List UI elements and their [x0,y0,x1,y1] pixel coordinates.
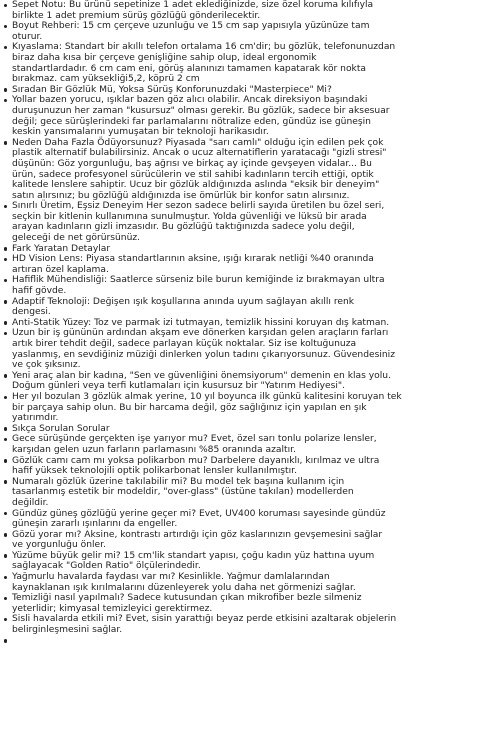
list-item: Numaralı gözlük üzerine takılabilir mi? Bu model tek başına kullanım için tasarlanmış estetik bir modeldir, "over-glass" (üstüne takılan) modellerden değildir. [12,477,496,509]
list-item: Sisli havalarda etkili mi? Evet, sisin yarattığı beyaz perde etkisini azaltarak objelerin belirginleşmesini sağlar. [12,614,496,635]
list-item: Neden Daha Fazla Ödüyorsunuz? Piyasada "sarı camlı" olduğu için edilen pek çok plastik alternatif bulabilirsiniz. Ancak o ucuz alternatiflerin yaratacağı "gizli stresi" düşünün: Göz yorgunluğu, baş ağrısı ve birkaç ay içinde gevşeyen vidalar... Bu ürün, sadece profesyonel sürücülerin ve stil sahibi kadınların tercih ettiği, optik kalitede lenslere sahiptir. Ucuz bir gözlük aldığınızda aslında "eksik bir deneyim" satın alırsınız; bu gözlüğü aldığınızda ise ömürlük bir konfor satın alırsınız. [12,138,496,202]
list-item: Her yıl bozulan 3 gözlük almak yerine, 10 yıl boyunca ilk günkü kalitesini koruyan tek bir parçaya sahip olun. Bu bir harcama değil, göz sağlığınız için yapılan en şık yatırımdır. [12,392,496,424]
list-item: Fark Yaratan Detaylar [12,244,496,255]
list-item: Sıradan Bir Gözlük Mü, Yoksa Sürüş Konforunuzdaki "Masterpiece" Mi? [12,85,496,96]
list-item: Gözü yorar mı? Aksine, kontrastı artırdığı için göz kaslarınızın gevşemesini sağlar ve yorgunluğu önler. [12,530,496,551]
list-item: Gece sürüşünde gerçekten işe yarıyor mu? Evet, özel sarı tonlu polarize lensler, karşıdan gelen uzun farların parlamasını %85 oranında azaltır. [12,434,496,455]
list-item: Sıkça Sorulan Sorular [12,424,496,435]
list-item: Adaptif Teknoloji: Değişen ışık koşullarına anında uyum sağlayan akıllı renk dengesi. [12,297,496,318]
list-item: Anti-Statik Yüzey: Toz ve parmak izi tutmayan, temizlik hissini koruyan dış katman. [12,318,496,329]
list-item: Temizliği nasıl yapılmalı? Sadece kutusundan çıkan mikrofiber bezle silmeniz yeterlidir; kimyasal temizleyici gerektirmez. [12,593,496,614]
list-item: Yağmurlu havalarda faydası var mı? Kesinlikle. Yağmur damlalarından kaynaklanan ışık kırılmalarını düzenleyerek yolu daha net görmenizi sağlar. [12,572,496,593]
list-item: Yeni araç alan bir kadına, "Sen ve güvenliğini önemsiyorum" demenin en klas yolu. Doğum günleri veya terfi kutlamaları için kusursuz bir "Yatırım Hediyesi". [12,371,496,392]
list-item: Gözlük camı cam mı yoksa polikarbon mu? Darbelere dayanıklı, kırılmaz ve ultra hafif yüksek teknolojili optik polikarbonat lensler kullanılmıştır. [12,456,496,477]
list-item: Boyut Rehberi: 15 cm çerçeve uzunluğu ve 15 cm sap yapısıyla yüzünüze tam oturur. [12,21,496,42]
list-item: HD Vision Lens: Piyasa standartlarının aksine, ışığı kırarak netliği %40 oranında artıran özel kaplama. [12,254,496,275]
list-item: Sınırlı Üretim, Eşsiz Deneyim Her sezon sadece belirli sayıda üretilen bu özel seri, seçkin bir kitlenin kullanımına sunulmuştur. Yolda güvenliği ve lüksü bir arada arayan kadınların gizli imzasıdır. Bu gözlüğü taktığınızda sadece yolu değil, geleceği de net görürsünüz. [12,201,496,243]
list-item: Gündüz güneş gözlüğü yerine geçer mi? Evet, UV400 koruması sayesinde gündüz güneşin zararlı ışınlarını da engeller. [12,509,496,530]
list-item: Uzun bir iş gününün ardından akşam eve dönerken karşıdan gelen araçların farları artık birer tehdit değil, sadece parlayan küçük noktalar. Siz ise koltuğunuza yaslanmış, en sevdiğiniz müziği dinlerken yolun tadını çıkarıyorsunuz. Güvendesiniz ve çok şıksınız. [12,328,496,370]
list-item: Hafiflik Mühendisliği: Saatlerce sürseniz bile burun kemiğinde iz bırakmayan ultra hafif gövde. [12,275,496,296]
list-item [12,636,496,647]
list-item: Yüzüme büyük gelir mi? 15 cm'lik standart yapısı, çoğu kadın yüz hattına uyum sağlayacak "Golden Ratio" ölçülerindedir. [12,551,496,572]
list-item: Yollar bazen yorucu, ışıklar bazen göz alıcı olabilir. Ancak direksiyon başındaki duruşunuzun her zaman "kusursuz" olması gerekir. Bu gözlük, sadece bir aksesuar değil; gece sürüşlerindeki far parlamalarını nötralize eden, gündüz ise güneşin keskin yansımalarını yumuşatan bir teknoloji harikasıdır. [12,95,496,137]
list-item: Kıyaslama: Standart bir akıllı telefon ortalama 16 cm'dir; bu gözlük, telefonunuzdan biraz daha kısa bir çerçeve genişliğine sahip olup, ideal ergonomik standartlardadır. 6 cm cam eni, görüş alanınızı tamamen kapatarak kör nokta bırakmaz. cam yüksekliği5,2, köprü 2 cm [12,42,496,84]
list-item: Sepet Notu: Bu ürünü sepetinize 1 adet eklediğinizde, size özel koruma kılıfıyla birlikte 1 adet premium sürüş gözlüğü gönderilecektir. [12,0,496,21]
